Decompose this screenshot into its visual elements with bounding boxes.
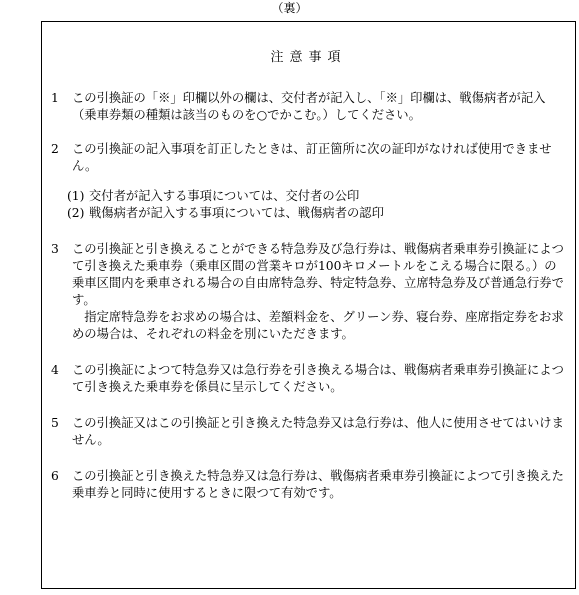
note-text: この引換証と引き換えた特急券又は急行券は、戦傷病者乗車券引換証によつて引き換えた乗車券と同時に使用するときに限つて有効です。 xyxy=(72,469,564,500)
subitem-number: (2) xyxy=(67,206,85,220)
note-number: 3 xyxy=(51,242,59,256)
note-item-4 xyxy=(51,362,565,396)
note-item-5 xyxy=(51,415,565,449)
note-text: この引換証の「※」印欄以外の欄は、交付者が記入し、「※」印欄は、戦傷病者が記入（乗車券類の種類は該当のものを○でかこむ。）してください。 xyxy=(72,91,546,122)
subitem-number: (1) xyxy=(67,189,85,203)
note-item-3 xyxy=(51,241,565,343)
side-label: （裏） xyxy=(271,1,308,15)
note-text: この引換証又はこの引換証と引き換えた特急券又は急行券は、他人に使用させてはいけません。 xyxy=(72,416,564,447)
note-text: この引換証の記入事項を訂正したときは、訂正箇所に次の証印がなければ使用できません。 xyxy=(72,142,552,173)
note-text: この引換証と引き換えることができる特急券及び急行券は、戦傷病者乗車券引換証によつて引き換えた乗車券（乗車区間の営業キロが100キロメートルをこえる場合に限る。）の乗車区間内を乗車される場合の自由席特急券、特定特急券、立席特急券及び普通急行券です。 xyxy=(72,242,564,307)
note-item-2 xyxy=(51,141,565,175)
note-number: 4 xyxy=(51,363,59,377)
subitem-text: 交付者が記入する事項については、交付者の公印 xyxy=(89,189,360,203)
note-subitem-1 xyxy=(51,188,565,205)
note-text-continued: 指定席特急券をお求めの場合は、差額料金を、グリーン券、寝台券、座席指定券をお求めの場合は、それぞれの料金を別にいただきます。 xyxy=(72,310,564,341)
note-number: 1 xyxy=(51,91,59,105)
note-text: この引換証によつて特急券又は急行券を引き換える場合は、戦傷病者乗車券引換証によつて引き換えた乗車券を係員に呈示してください。 xyxy=(72,363,564,394)
notes-list xyxy=(51,90,565,502)
note-number: 2 xyxy=(51,142,59,156)
note-subitem-2 xyxy=(51,205,565,222)
note-number: 6 xyxy=(51,469,59,483)
subitem-text: 戦傷病者が記入する事項については、戦傷病者の認印 xyxy=(89,206,384,220)
notice-heading: 注意事項 xyxy=(270,50,347,65)
notice-frame xyxy=(41,21,576,589)
note-item-1 xyxy=(51,90,565,124)
note-number: 5 xyxy=(51,416,59,430)
note-item-6 xyxy=(51,468,565,502)
